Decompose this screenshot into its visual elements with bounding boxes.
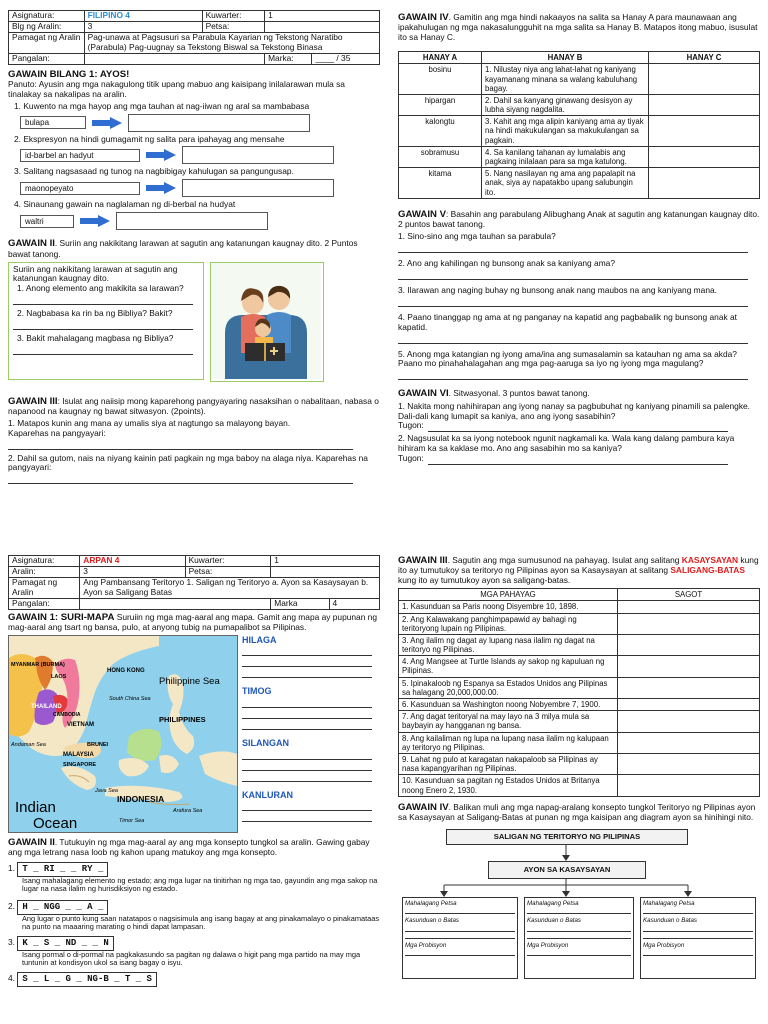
- table-row: [399, 775, 760, 796]
- scrambled-word: id-barbel an hadyut: [20, 149, 140, 162]
- kuwarter-value: 1: [265, 11, 380, 22]
- answer-line[interactable]: [428, 454, 728, 465]
- hanay-a-cell: hipargan: [399, 94, 482, 115]
- answer-line[interactable]: [242, 697, 372, 708]
- answer-line[interactable]: [643, 932, 753, 939]
- answer-box[interactable]: [128, 114, 310, 132]
- answer-line[interactable]: [405, 925, 515, 932]
- answer-line[interactable]: [398, 369, 748, 380]
- pamagat-label: Pamagat ng Aralin: [9, 32, 85, 53]
- sagot-cell[interactable]: [618, 711, 760, 732]
- sagot-cell[interactable]: [618, 613, 760, 634]
- column-header: HANAY A: [399, 52, 482, 64]
- answer-line[interactable]: [242, 800, 372, 811]
- answer-line[interactable]: [527, 925, 631, 932]
- answer-box[interactable]: [182, 179, 334, 197]
- marka-label: Marka:: [265, 53, 312, 64]
- gawain-4-intro: . Gamitin ang mga hindi nakaayos na salita sa Hanay A para maunawaan ang ipakahulugan ng mga nakasalungguhit na mga salita sa Hanay B. Matapos itong mabuo, isusulat ito sa Hanay C.: [398, 12, 758, 43]
- marka-value: ____ / 35: [312, 53, 380, 64]
- gawain-3-intro-c: kung ito ay tumutukoy ayon sa saligang-batas.: [398, 575, 571, 586]
- family-reading-image: [211, 263, 321, 379]
- answer-line[interactable]: [527, 932, 631, 939]
- column-label: Mahalagang Petsa: [405, 899, 457, 907]
- gawain-5-question: 1. Sino-sino ang mga tauhan sa parabula?: [398, 230, 556, 241]
- gawain-2-body: [8, 262, 380, 382]
- map-label-hongkong: HONG KONG: [107, 667, 145, 674]
- answer-line[interactable]: [428, 421, 728, 432]
- answer-line[interactable]: [242, 645, 372, 656]
- scrambled-word: maonopeyato: [20, 182, 140, 195]
- answer-line[interactable]: [242, 656, 372, 667]
- concept-item: [8, 862, 380, 894]
- item-number: 1.: [14, 100, 21, 111]
- gawain-4-heading: [398, 12, 760, 43]
- saligan-diagram: [398, 825, 760, 975]
- gawain-5-intro: : Basahin ang parabulang Alibughang Anak at sagutin ang katanungan kaugnay dito. 2 puntos bawat tanong.: [398, 208, 760, 230]
- map-label-timor-sea: Timor Sea: [119, 817, 145, 824]
- item-number: 4.: [14, 199, 21, 210]
- blg-aralin-value: 3: [84, 21, 202, 32]
- filipino-worksheet-panel-2: [398, 10, 760, 520]
- concept-description: Isang pormal o di-pormal na pagkakasundo sa pagitan ng dalawa o higit pang mga partido na may mga tuntunin at kondisyon ukol sa isang bagay o isyu.: [22, 949, 361, 968]
- sagot-cell[interactable]: [618, 732, 760, 753]
- pangalan-label: Pangalan:: [9, 53, 85, 64]
- gawain-5-question: 2. Ano ang kahilingan ng bunsong anak sa kaniyang ama?: [398, 257, 615, 268]
- hanay-b-cell: 1. Nilustay niya ang lahat-lahat ng kaniyang kayamanang minana sa walang kabuluhang bagay.: [482, 64, 649, 95]
- hanay-table: [398, 51, 760, 199]
- scrambled-concept: S _ L _ G _ NG-B _ T _ S: [17, 972, 157, 987]
- item-number: 3.: [14, 166, 21, 177]
- map-label-indian: Indian: [15, 798, 56, 816]
- table-row: [399, 753, 760, 774]
- map-label-andaman-sea: Andaman Sea: [11, 741, 46, 748]
- direction-label: TIMOG: [242, 686, 272, 697]
- gawain-1-title: GAWAIN BILANG 1: AYOS!: [8, 68, 130, 80]
- sagot-cell[interactable]: [618, 634, 760, 655]
- map-label-arafura-sea: Arafura Sea: [173, 807, 203, 814]
- arpan-worksheet-panel: [8, 555, 380, 1024]
- scrambled-word: waltri: [20, 215, 74, 228]
- gawain-3-intro-b: kung ito ay tumutukoy sa teritoryo ng Pilipinas ayon sa Kasaysayan at salitang: [398, 555, 759, 576]
- map-image: [9, 636, 237, 832]
- answer-line[interactable]: [242, 811, 372, 822]
- sagot-cell[interactable]: [618, 699, 760, 711]
- gawain-5-question: 5. Anong mga katangian ng iyong ama/ina ang sumasalamin sa katauhan ng ama sa akda? Paano mo pinahahalagahan ang mga pag-aaruga sa iyo ng iyong mga magulang?: [398, 348, 737, 369]
- item-number: 1.: [8, 862, 15, 873]
- hanay-a-cell: kitama: [399, 168, 482, 199]
- item-question: Salitang nagsasaad ng tunog na nagbibigay kahulugan sa pangungusap.: [23, 166, 294, 177]
- gawain-1-item: [8, 167, 380, 197]
- answer-line[interactable]: [13, 294, 193, 305]
- gawain-5-title: GAWAIN V: [398, 208, 446, 220]
- table-row: [399, 94, 760, 115]
- column-header: MGA PAHAYAG: [399, 589, 618, 601]
- hanay-a-cell: bosinu: [399, 64, 482, 95]
- column-label: Mahalagang Petsa: [527, 899, 579, 907]
- answer-line[interactable]: [527, 907, 631, 914]
- answer-box[interactable]: [182, 146, 334, 164]
- direction-label: HILAGA: [242, 634, 277, 645]
- item-question: Ekspresyon na hindi gumagamit ng salita para ipahayag ang mensahe: [23, 133, 285, 144]
- sagot-cell[interactable]: [618, 753, 760, 774]
- gawain-4-title: GAWAIN IV: [398, 801, 449, 813]
- map-label-brunei: BRUNEI: [87, 741, 109, 748]
- diagram-column: [640, 897, 756, 979]
- pamagat-value: Pag-unawa at Pagsusuri sa Parabula Kayarian ng Tekstong Naratibo (Parabula) Pag-uugnay sa Tekstong Biswal sa Tekstong Binasa: [84, 32, 379, 53]
- table-row: [399, 656, 760, 677]
- direction-chart: [242, 635, 378, 833]
- answer-line[interactable]: [405, 907, 515, 914]
- map-label-vietnam: VIETNAM: [67, 721, 94, 728]
- column-header: SAGOT: [618, 589, 760, 601]
- gawain-1-item: [8, 102, 380, 132]
- hanay-c-answer-cell[interactable]: [649, 146, 760, 167]
- pahayag-cell: 4. Ang Mangsee at Turtle Islands ay sakop ng kapuluan ng Pilipinas.: [399, 656, 618, 677]
- asignatura-value: ARPAN 4: [80, 556, 185, 567]
- filipino-worksheet-panel: [8, 10, 380, 520]
- answer-line[interactable]: [398, 269, 748, 280]
- answer-line[interactable]: [398, 333, 748, 344]
- gawain-1-item: [8, 200, 380, 230]
- gawain-6-intro: . Sitwasyonal. 3 puntos bawat tanong.: [448, 388, 590, 399]
- column-label: Mga Probisyon: [527, 941, 569, 949]
- map-label-philippines: PHILIPPINES: [159, 714, 206, 724]
- map-label-malaysia: MALAYSIA: [63, 751, 94, 758]
- answer-line[interactable]: [643, 925, 753, 932]
- pahayag-cell: 7. Ang dagat teritoryal na may layo na 3 milya mula sa baybayin ay hangganan ng bansa.: [399, 711, 618, 732]
- pahayag-cell: 10. Kasunduan sa pagitan ng Estados Unidos at Britanya noong Enero 2, 1930.: [399, 775, 618, 796]
- answer-line[interactable]: [527, 949, 631, 956]
- gawain-1-heading: [8, 612, 380, 633]
- concept-item: [8, 972, 380, 987]
- pangalan-label: Pangalan:: [9, 598, 80, 609]
- column-label: Mahalagang Petsa: [643, 899, 695, 907]
- table-row: [399, 699, 760, 711]
- hanay-c-answer-cell[interactable]: [649, 116, 760, 147]
- answer-line[interactable]: [643, 907, 753, 914]
- hanay-a-cell: sobramusu: [399, 146, 482, 167]
- sagot-cell[interactable]: [618, 677, 760, 698]
- answer-line[interactable]: [242, 749, 372, 760]
- marka-value: 4: [329, 598, 379, 609]
- table-row: [399, 168, 760, 199]
- answer-line[interactable]: [242, 719, 372, 730]
- pahayag-cell: 2. Ang Kalawakang panghimpapawid ay bahagi ng teritoryong lupain ng Pilipinas.: [399, 613, 618, 634]
- suri-mapa-section: [8, 635, 380, 833]
- gawain-2-intro: . Suriin ang nakikitang larawan at sagutin ang katanungan kaugnay dito. 2 Puntos bawat tanong.: [8, 238, 358, 259]
- item-number: 2.: [8, 901, 15, 912]
- table-row: [399, 64, 760, 95]
- arrow-right-icon: [92, 117, 122, 129]
- column-label: Mga Probisyon: [643, 941, 685, 949]
- gawain-3-title: GAWAIN III: [398, 555, 448, 566]
- tugon-row: [398, 454, 760, 465]
- hanay-b-cell: 5. Nang nasilayan ng ama ang papalapit na anak, siya ay napatakbo upang salubungin ito.: [482, 168, 649, 199]
- gawain-6-situation-2: 2. Nagsusulat ka sa iyong notebook ngunit nagkamali ka. Wala kang dalang pambura kaya hihiram ka sa kaklase mo. Ano ang sasabihin mo sa kaniya?: [398, 433, 735, 454]
- answer-line[interactable]: [8, 473, 353, 484]
- item-question: Sinaunang gawain na naglalaman ng di-berbal na hudyat: [23, 199, 236, 210]
- pahayag-cell: 9. Lahat ng pulo at karagatan nakapaloob sa Pilipinas ay nasa kapangyarihan ng Pilipinas.: [399, 753, 618, 774]
- gawain-1-title: GAWAIN 1: SURI-MAPA: [8, 611, 115, 623]
- table-row: [399, 601, 760, 613]
- gawain-3-heading: [8, 396, 380, 417]
- answer-line[interactable]: [643, 949, 753, 956]
- answer-line[interactable]: [13, 344, 193, 355]
- answer-line[interactable]: [398, 242, 748, 253]
- family-reading-bible-illustration: [210, 262, 324, 382]
- sagot-cell[interactable]: [618, 775, 760, 796]
- table-row: [399, 116, 760, 147]
- pamagat-label: Pamagat ng Aralin: [9, 577, 80, 598]
- asignatura-label: Asignatura:: [9, 11, 85, 22]
- petsa-label: Petsa:: [185, 566, 271, 577]
- table-row: [399, 732, 760, 753]
- answer-line[interactable]: [405, 932, 515, 939]
- table-row: [399, 613, 760, 634]
- tugon-row: [398, 421, 760, 432]
- gawain-2-heading: [8, 837, 380, 858]
- box-intro: Suriin ang nakikitang larawan at sagutin ang katanungan kaugnay dito.: [13, 263, 178, 284]
- gawain-4-title: GAWAIN IV: [398, 12, 449, 23]
- hanay-c-answer-cell[interactable]: [649, 168, 760, 199]
- gawain-1-intro: Suruiin ng mga mag-aaral ang mapa. Gamit ang mapa ay pupunan ng mag-aaral ang tsart ng bansa, pulo, at anyong tubig na pumapalibot sa Pilipinas.: [8, 611, 377, 632]
- answer-line[interactable]: [242, 771, 372, 782]
- southeast-asia-map: [8, 635, 238, 833]
- gawain-1-panuto: Panuto: Ayusin ang mga nakagulong titik upang mabuo ang kaisipang inilalarawan mula sa tinalakay sa nakalipas na aralin.: [8, 78, 345, 99]
- marka-label: Marka: [271, 598, 329, 609]
- gawain-3-situation-1: 1. Matapos kunin ang mana ay umalis siya at nagtungo sa malayong bayan.: [8, 417, 291, 428]
- gawain-3-intro: : Isulat ang naiisip mong kaparehong pangyayaring nasaksihan o nabalitaan, nabasa o napanood na kaugnay ng bawat sitwasyon. (2points).: [8, 395, 379, 416]
- keyword-saligang-batas: SALIGANG-BATAS: [670, 565, 745, 576]
- gawain-5-question: 3. Ilarawan ang naging buhay ng bunsong anak nang maubos na ang kaniyang mana.: [398, 284, 717, 295]
- pahayag-cell: 6. Kasunduan sa Washington noong Nobyembre 7, 1900.: [399, 699, 618, 711]
- gawain-1-item: [8, 135, 380, 165]
- petsa-label: Petsa:: [202, 21, 265, 32]
- gawain-5-question: 4. Paano tinanggap ng ama at ng panganay na kapatid ang pagbabalik ng bunsong anak at kapatid.: [398, 311, 737, 332]
- column-header: HANAY C: [649, 52, 760, 64]
- gawain-3-kaparehas-label: Kaparehas na pangyayari:: [8, 427, 106, 438]
- gawain-3-heading: [398, 555, 760, 586]
- gawain-4-heading: [398, 802, 760, 823]
- pahayag-cell: 3. Ang ilalim ng dagat ay lupang nasa ilalim ng dagat na teritoryo ng Pilipinas.: [399, 634, 618, 655]
- pahayag-cell: 1. Kasunduan sa Paris noong Disyembre 10, 1898.: [399, 601, 618, 613]
- asignatura-label: Asignatura:: [9, 556, 80, 567]
- table-row: [399, 146, 760, 167]
- diagram-top-box: SALIGAN NG TERITORYO NG PILIPINAS: [446, 829, 688, 845]
- gawain-6-heading: [398, 388, 760, 399]
- map-label-cambodia: CAMBODIA: [53, 711, 81, 718]
- sagot-cell[interactable]: [618, 601, 760, 613]
- table-row: [399, 634, 760, 655]
- map-label-south-china-sea: South China Sea: [109, 695, 151, 702]
- petsa-field[interactable]: [265, 21, 380, 32]
- pahayag-table: [398, 588, 760, 797]
- gawain-3-intro-a: . Sagutin ang mga sumusunod na pahayag. Isulat ang salitang: [447, 555, 682, 565]
- sagot-cell[interactable]: [618, 656, 760, 677]
- gawain-3-title: GAWAIN III: [8, 395, 58, 407]
- gawain-6-title: GAWAIN VI: [398, 388, 449, 400]
- arpan-header-table: [8, 555, 380, 610]
- hanay-c-answer-cell[interactable]: [649, 94, 760, 115]
- answer-line[interactable]: [242, 760, 372, 771]
- scrambled-concept: T _ RI _ _ RY _: [17, 862, 108, 877]
- column-label: Kasunduan o Batas: [405, 917, 460, 925]
- column-label: Mga Probisyon: [405, 941, 447, 949]
- gawain-3-situation-2: 2. Dahil sa gutom, nais na niyang kainin pati pagkain ng mga baboy na alaga niya. Kaparehas na pangyayari:: [8, 452, 368, 473]
- gawain-2-intro: . Tutukuyin ng mga mag-aaral ay ang mga konsepto tungkol sa aralin. Gawing gabay ang mga letrang nasa loob ng kahon upang matukoy ang mga konsepto.: [8, 836, 370, 858]
- scrambled-word: bulapa: [20, 116, 86, 129]
- item-number: 2.: [14, 133, 21, 144]
- question-1: 1. Anong elemento ang makikita sa larawan?: [17, 283, 184, 294]
- gawain-4-intro: . Balikan muli ang mga napag-aralang konsepto tungkol Teritoryo ng Pilipinas ayon sa Kasaysayan at Saligang-Batas at punan ng mga kaisipan ang diagram ayon sa hinihingi nito.: [398, 801, 756, 822]
- hanay-b-cell: 3. Kahit ang mga alipin kaniyang ama ay tiyak na hindi makukulangan sa makukulangan sa pagkain.: [482, 116, 649, 147]
- diagram-column: [524, 897, 634, 979]
- answer-line[interactable]: [242, 708, 372, 719]
- aralin-value: 3: [80, 566, 185, 577]
- kuwarter-label: Kuwarter:: [185, 556, 271, 567]
- petsa-field[interactable]: [271, 566, 380, 577]
- arrow-right-icon: [80, 215, 110, 227]
- concept-item: [8, 900, 380, 932]
- concept-description: Ang lugar o punto kung saan natatapos o nagsisimula ang isang bagay at ang pinakamalayo o pinakamataas na punto na maaaring marating o hindi dapat lampasan.: [22, 913, 380, 932]
- map-label-thailand: THAILAND: [31, 703, 62, 710]
- gawain-2-heading: [8, 238, 380, 259]
- hanay-b-cell: 2. Dahil sa kanyang ginawang desisyon ay lubha siyang nagdalita.: [482, 94, 649, 115]
- direction-label: SILANGAN: [242, 737, 289, 748]
- pamagat-value: Ang Pambansang Teritoryo 1. Saligan ng Teritoryo a. Ayon sa Kasaysayan b. Ayon sa Saligang Batas: [80, 577, 380, 598]
- answer-box[interactable]: [116, 212, 268, 230]
- question-2: 2. Nagbabasa ka rin ba ng Bibliya? Bakit?: [17, 308, 173, 319]
- tugon-label: Tugon:: [398, 420, 424, 431]
- scrambled-concept: H _ NGG _ _ A _: [17, 900, 108, 915]
- item-question: Kuwento na mga hayop ang mga tauhan at nag-iiwan ng aral sa mambabasa: [23, 100, 310, 111]
- map-label-java-sea: Java Sea: [95, 787, 118, 794]
- arrow-right-icon: [146, 149, 176, 161]
- answer-line[interactable]: [242, 667, 372, 678]
- tugon-label: Tugon:: [398, 453, 424, 464]
- column-label: Kasunduan o Batas: [527, 917, 582, 925]
- arpan-worksheet-panel-2: [398, 555, 760, 1024]
- map-label-indonesia: INDONESIA: [117, 793, 165, 804]
- answer-line[interactable]: [8, 439, 353, 450]
- question-3: 3. Bakit mahalagang magbasa ng Bibliya?: [17, 333, 174, 344]
- item-number: 3.: [8, 937, 15, 948]
- map-label-philippine-sea: Philippine Sea: [159, 675, 220, 687]
- answer-line[interactable]: [405, 949, 515, 956]
- keyword-kasaysayan: KASAYSAYAN: [681, 555, 739, 565]
- diagram-column: [402, 897, 518, 979]
- pahayag-cell: 5. Ipinakaloob ng Espanya sa Estados Unidos ang Pilipinas sa halagang 20,000,000.00.: [399, 677, 618, 698]
- gawain-2-question-box: [8, 262, 204, 380]
- hanay-c-answer-cell[interactable]: [649, 64, 760, 95]
- scrambled-concept: K _ S _ ND _ _ N: [17, 936, 113, 951]
- gawain-5-heading: [398, 209, 760, 230]
- answer-line[interactable]: [398, 296, 748, 307]
- map-label-myanmar: MYANMAR (BURMA): [11, 661, 65, 668]
- column-label: Kasunduan o Batas: [643, 917, 698, 925]
- pangalan-field[interactable]: [80, 598, 271, 609]
- gawain-2-title: GAWAIN II: [8, 238, 55, 250]
- aralin-label: Aralin:: [9, 566, 80, 577]
- pangalan-field[interactable]: [84, 53, 264, 64]
- pahayag-cell: 8. Ang kailaliman ng lupa na lupang nasa ilalim ng kalupaan ay teritoryo ng Pilipinas.: [399, 732, 618, 753]
- gawain-2-title: GAWAIN II: [8, 836, 55, 848]
- diagram-mid-box: AYON SA KASAYSAYAN: [488, 861, 646, 879]
- hanay-b-cell: 4. Sa kanilang tahanan ay lumalabis ang pagkaing inilalaan para sa mga katulong.: [482, 146, 649, 167]
- table-row: [399, 711, 760, 732]
- kuwarter-label: Kuwarter:: [202, 11, 265, 22]
- concept-item: [8, 936, 380, 968]
- column-header: HANAY B: [482, 52, 649, 64]
- filipino-header-table: [8, 10, 380, 65]
- map-label-ocean: Ocean: [33, 814, 78, 832]
- table-row: [399, 677, 760, 698]
- map-label-singapore: SINGAPORE: [63, 761, 97, 768]
- direction-label: KANLURAN: [242, 789, 293, 800]
- arrow-right-icon: [146, 182, 176, 194]
- hanay-a-cell: kalongtu: [399, 116, 482, 147]
- concept-description: Isang mahalagang elemento ng estado; ang mga lugar na tinitirhan ng mga tao, gayundin ang mga sakop na lugar na nasa ilalim ng hurisdiksiyon ng estado.: [22, 875, 378, 894]
- kuwarter-value: 1: [271, 556, 380, 567]
- blg-aralin-label: Blg ng Aralin:: [9, 21, 85, 32]
- asignatura-value: FILIPINO 4: [84, 11, 202, 22]
- gawain-6-situation-1: 1. Nakita mong nahihirapan ang iyong nanay sa pagbubuhat ng kaniyang pinamili sa palengke. Dali-dali kang lumapit sa kaniya, ano ang iyong sasabihin?: [398, 400, 750, 421]
- map-label-laos: LAOS: [51, 673, 67, 680]
- item-number: 4.: [8, 973, 15, 984]
- answer-line[interactable]: [13, 319, 193, 330]
